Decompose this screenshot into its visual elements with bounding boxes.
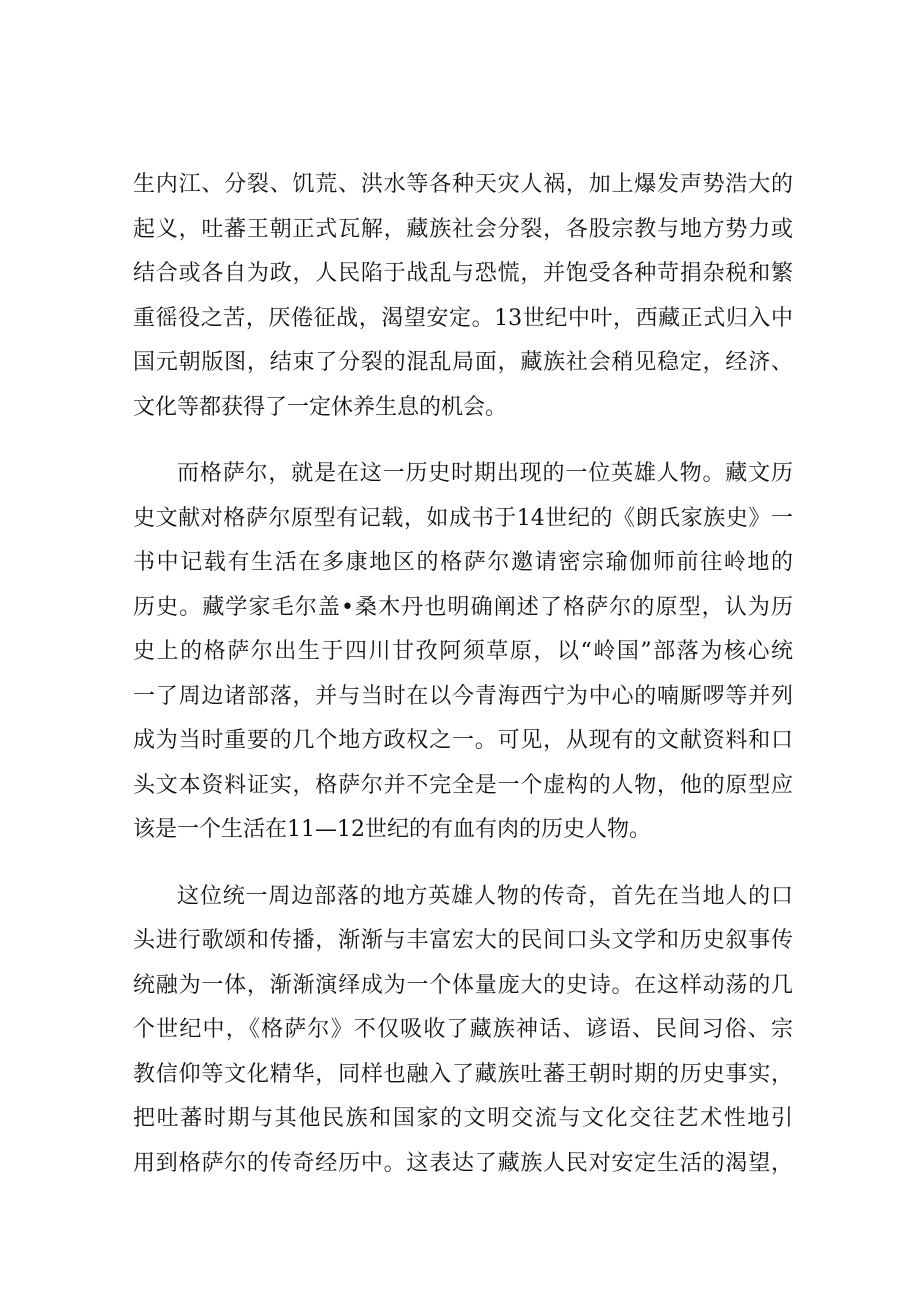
text-line: 统融为一体，渐渐演绎成为一个体量庞大的史诗。在这样动荡的几: [133, 972, 793, 998]
text-line: 结合或各自为政，人民陷于战乱与恐慌，并饱受各种苛捐杂税和繁: [133, 261, 793, 286]
text-line: 生内江、分裂、饥荒、洪水等各种天灾人祸，加上爆发声势浩大的: [133, 172, 793, 197]
text-line: 而格萨尔，就是在这一历史时期出现的一位英雄人物。藏文历: [177, 461, 793, 486]
text-line: 重徭役之苦，厌倦征战，渴望安定。13世纪中叶，西藏正式归入中: [133, 305, 793, 331]
text-line: 个世纪中，《格萨尔》不仅吸收了藏族神话、谚语、民间习俗、宗: [133, 1017, 793, 1042]
text-line: 一了周边诸部落，并与当时在以今青海西宁为中心的喃厮啰等并列: [133, 683, 793, 709]
text-line: 头进行歌颂和传播，渐渐与丰富宏大的民间口头文学和历史叙事传: [133, 928, 793, 953]
paragraph-2: [133, 452, 793, 853]
text-line: 头文本资料证实，格萨尔并不完全是一个虚构的人物，他的原型应: [133, 772, 793, 798]
text-line: 该是一个生活在11—12世纪的有血有肉的历史人物。: [133, 817, 651, 842]
text-line: 书中记载有生活在多康地区的格萨尔邀请密宗瑜伽师前往岭地的: [133, 550, 793, 575]
text-line: 史上的格萨尔出生于四川甘孜阿须草原，以“岭国”部落为核心统: [133, 639, 793, 664]
text-line: 历史。藏学家毛尔盖•桑木丹也明确阐述了格萨尔的原型，认为历: [133, 594, 793, 620]
paragraph-spacer: [133, 853, 793, 875]
paragraph-1: [133, 163, 793, 430]
paragraph-spacer: [133, 430, 793, 452]
text-line: 史文献对格萨尔原型有记载，如成书于14世纪的《朗氏家族史》一: [133, 505, 793, 531]
text-line: 国元朝版图，结束了分裂的混乱局面，藏族社会稍见稳定，经济、: [133, 350, 793, 375]
body-text: [133, 163, 793, 1186]
text-line: 成为当时重要的几个地方政权之一。可见，从现有的文献资料和口: [133, 728, 793, 753]
paragraph-3: [133, 875, 793, 1187]
text-line: 用到格萨尔的传奇经历中。这表达了藏族人民对安定生活的渴望，: [133, 1150, 793, 1176]
text-line: 把吐蕃时期与其他民族和国家的文明交流与文化交往艺术性地引: [133, 1106, 793, 1131]
text-line: 文化等都获得了一定休养生息的机会。: [133, 394, 508, 420]
text-line: 教信仰等文化精华，同样也融入了藏族吐蕃王朝时期的历史事实，: [133, 1061, 793, 1087]
text-line: 起义，吐蕃王朝正式瓦解，藏族社会分裂，各股宗教与地方势力或: [133, 216, 793, 242]
text-line: 这位统一周边部落的地方英雄人物的传奇，首先在当地人的口: [177, 883, 793, 909]
